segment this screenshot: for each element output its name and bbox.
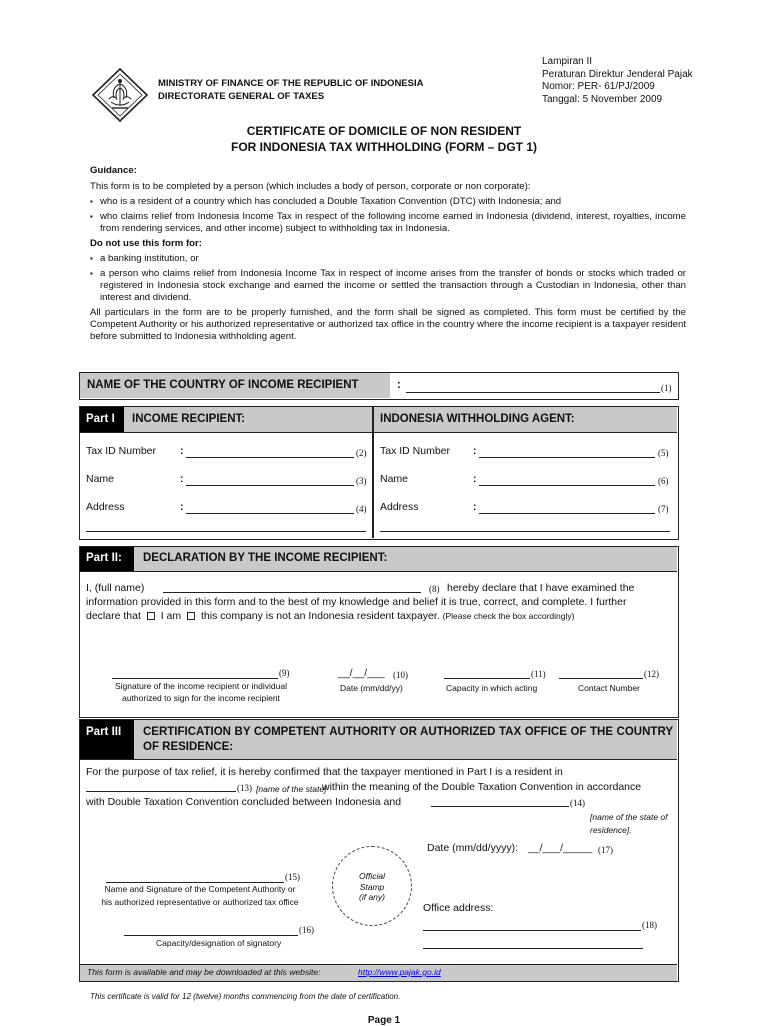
contact-number-label: Contact Number	[578, 683, 640, 693]
validity-note: This certificate is valid for 12 (twelve) months commencing from the date of certification.	[90, 992, 401, 1001]
capacity-input[interactable]	[444, 678, 530, 679]
recipient-signature-input[interactable]	[112, 678, 278, 679]
declaration-text	[86, 581, 672, 623]
part3-section	[79, 719, 679, 982]
full-name-input[interactable]	[163, 592, 421, 593]
guidance-intro: This form is to be completed by a person (which includes a body of person, corporate or non corporate):	[90, 181, 531, 192]
regulation-number: Nomor: PER- 61/PJ/2009	[542, 81, 655, 92]
residence-hint-wrap	[86, 811, 672, 837]
field-number: (15)	[285, 872, 300, 882]
field-number: (18)	[642, 920, 657, 930]
form-title-line1: CERTIFICATE OF DOMICILE OF NON RESIDENT	[246, 124, 522, 138]
agent-address-label: Address	[380, 501, 419, 513]
field-number: (17)	[598, 845, 613, 855]
declaration-line3: declare that	[86, 610, 141, 622]
part1-label: Part I	[86, 413, 115, 425]
part3-title: CERTIFICATION BY COMPETENT AUTHORITY OR AUTHORIZED TAX OFFICE OF THE COUNTRY OF RESIDENCE:	[143, 726, 673, 753]
field-number: (3)	[356, 476, 367, 486]
part2-title: DECLARATION BY THE INCOME RECIPIENT:	[143, 552, 388, 564]
residence-hint: [name of the state of residence].	[590, 812, 668, 835]
field-number: (6)	[658, 476, 669, 486]
withholding-agent-title: INDONESIA WITHHOLDING AGENT:	[380, 413, 575, 425]
country-colon: :	[397, 379, 401, 391]
download-text: This form is available and may be downloaded at this website:	[87, 967, 321, 977]
field-colon: :	[473, 501, 477, 513]
declaration-fullname-label: I, (full name)	[86, 582, 145, 594]
agent-address-line2[interactable]	[380, 531, 670, 532]
contact-number-input[interactable]	[559, 678, 643, 679]
field-number: (7)	[658, 504, 669, 514]
website-link[interactable]: http://www.pajak.go.id	[358, 967, 441, 977]
certification-line3: with Double Taxation Convention concluded between Indonesia and	[86, 795, 402, 808]
field-number: (16)	[299, 925, 314, 935]
state-input[interactable]	[86, 791, 236, 792]
recipient-name-label: Name	[86, 473, 115, 485]
field-number: (14)	[570, 797, 585, 808]
regulation-date: Tanggal: 5 November 2009	[542, 93, 663, 105]
date-blank: __/__/___	[338, 667, 385, 679]
directorate-name: DIRECTORATE GENERAL OF TAXES	[158, 90, 325, 102]
country-label-cell	[80, 373, 390, 398]
regulation-reference	[542, 56, 693, 106]
field-number: (1)	[661, 383, 672, 393]
stamp-line: Official	[359, 871, 385, 881]
recipient-address-input[interactable]	[186, 513, 354, 514]
certification-line2: within the meaning of the Double Taxation Convention in accordance	[322, 780, 642, 793]
checkbox-note: (Please check the box accordingly)	[442, 611, 575, 621]
guidance-bullet: ▪ who is a resident of a country which has concluded a Double Taxation Convention (DTC) with Indonesia; and	[90, 196, 686, 208]
field-number: (8)	[429, 584, 440, 594]
field-number: (9)	[279, 668, 290, 678]
field-colon: :	[180, 501, 184, 513]
i-am-label: I am	[160, 610, 182, 622]
field-colon: :	[473, 473, 477, 485]
lampiran-line: Lampiran II	[542, 56, 593, 67]
field-number: (10)	[393, 670, 408, 680]
form-title-line2: FOR INDONESIA TAX WITHHOLDING (FORM – DGT 1)	[231, 139, 537, 154]
guidance-heading: Guidance:	[90, 165, 137, 176]
agent-tax-id-label: Tax ID Number	[380, 445, 451, 457]
agent-tax-id-input[interactable]	[479, 457, 655, 458]
recipient-address-label: Address	[86, 501, 125, 513]
date-label: Date (mm/dd/yy)	[340, 683, 403, 693]
cert-date-label: Date (mm/dd/yyyy):	[427, 842, 519, 854]
stamp-line: Stamp	[359, 881, 385, 892]
country-row	[79, 372, 679, 400]
part1-label-cell	[80, 407, 124, 432]
cert-date-blank: __/___/_____	[528, 842, 593, 854]
do-not-use-heading: Do not use this form for:	[90, 238, 202, 249]
form-title	[0, 124, 768, 155]
state-hint: [name of the state]	[256, 783, 327, 794]
certification-text	[86, 765, 672, 810]
part2-section	[79, 546, 679, 718]
field-number: (13)	[237, 782, 252, 793]
stamp-line: (if any)	[359, 892, 385, 902]
regulation-line: Peraturan Direktur Jenderal Pajak	[542, 68, 693, 80]
recipient-address-line2[interactable]	[86, 531, 366, 532]
i-am-checkbox[interactable]	[147, 612, 155, 620]
office-address-input[interactable]	[423, 930, 641, 931]
signatory-capacity-label: Capacity/designation of signatory	[156, 938, 282, 948]
field-number: (12)	[644, 669, 659, 679]
agent-address-input[interactable]	[479, 513, 655, 514]
signatory-capacity-input[interactable]	[124, 935, 298, 936]
authority-signature-label: Name and Signature of the Competent Authority or his authorized representative or authorized tax office	[101, 884, 299, 907]
column-divider	[372, 407, 374, 538]
field-number: (4)	[356, 504, 367, 514]
guidance-section	[90, 165, 686, 343]
guidance-bullet: ▪ who claims relief from Indonesia Income Tax in respect of the following income earned in Indonesia (dividend, interest, royalties, income from rendering services, and other income) subject to withholding tax in Indonesia.	[90, 211, 686, 235]
field-number: (11)	[531, 669, 546, 679]
ministry-name: MINISTRY OF FINANCE OF THE REPUBLIC OF INDONESIA	[158, 78, 424, 89]
income-recipient-title: INCOME RECIPIENT:	[132, 413, 246, 425]
part2-label: Part II:	[86, 552, 122, 564]
part1-section	[79, 406, 679, 540]
declaration-line2: information provided in this form and to the best of my knowledge and belief it is true, correct, and complete. I further	[86, 596, 627, 608]
part3-label-cell	[80, 720, 134, 759]
field-colon: :	[180, 445, 184, 457]
agent-name-input[interactable]	[479, 485, 655, 486]
ministry-heading	[158, 78, 423, 103]
recipient-name-input[interactable]	[186, 485, 354, 486]
office-address-line2[interactable]	[423, 948, 643, 949]
field-colon: :	[473, 445, 477, 457]
signature-label: Signature of the income recipient or individual authorized to sign for the income recipient	[115, 681, 287, 703]
country-input[interactable]	[406, 392, 660, 393]
page-number: Page 1	[367, 1015, 401, 1026]
stamp-text	[333, 871, 411, 903]
field-colon: :	[180, 473, 184, 485]
office-address-label: Office address:	[423, 902, 494, 914]
field-number: (2)	[356, 448, 367, 458]
company-statement: this company is not an Indonesia resident taxpayer.	[200, 610, 440, 622]
ministry-emblem-icon	[90, 66, 150, 124]
country-label: NAME OF THE COUNTRY OF INCOME RECIPIENT	[87, 379, 359, 391]
do-not-use-bullet: ▪ a person who claims relief from Indonesia Income Tax in respect of income arises from the transfer of bonds or stocks which traded or registered in Indonesia stock exchange and earned the income or settled the transaction through a Custodian in Indonesia, other than interest and dividend.	[90, 268, 686, 304]
recipient-tax-id-input[interactable]	[186, 457, 354, 458]
recipient-tax-id-label: Tax ID Number	[86, 445, 157, 457]
download-strip	[80, 964, 677, 981]
capacity-label: Capacity in which acting	[446, 683, 538, 693]
declaration-text-a: hereby declare that I have examined the	[447, 582, 635, 594]
particulars-text: All particulars in the form are to be properly furnished, and the form shall be signed as completed. This form must be certified by the Competent Authority or his authorized representative or authorized tax office in the country where the income recipient is a taxpayer resident before submitted to Indonesia withholding agent.	[90, 307, 686, 342]
company-checkbox[interactable]	[187, 612, 195, 620]
certification-line1: For the purpose of tax relief, it is hereby confirmed that the taxpayer mentioned in Part I is a resident in	[86, 766, 563, 778]
agent-name-label: Name	[380, 473, 409, 485]
field-number: (5)	[658, 448, 669, 458]
official-stamp-area	[332, 846, 412, 926]
part3-label: Part III	[86, 726, 122, 738]
part2-label-cell	[80, 547, 134, 571]
residence-state-input[interactable]	[431, 806, 569, 807]
do-not-use-bullet: ▪ a banking institution, or	[90, 253, 686, 265]
